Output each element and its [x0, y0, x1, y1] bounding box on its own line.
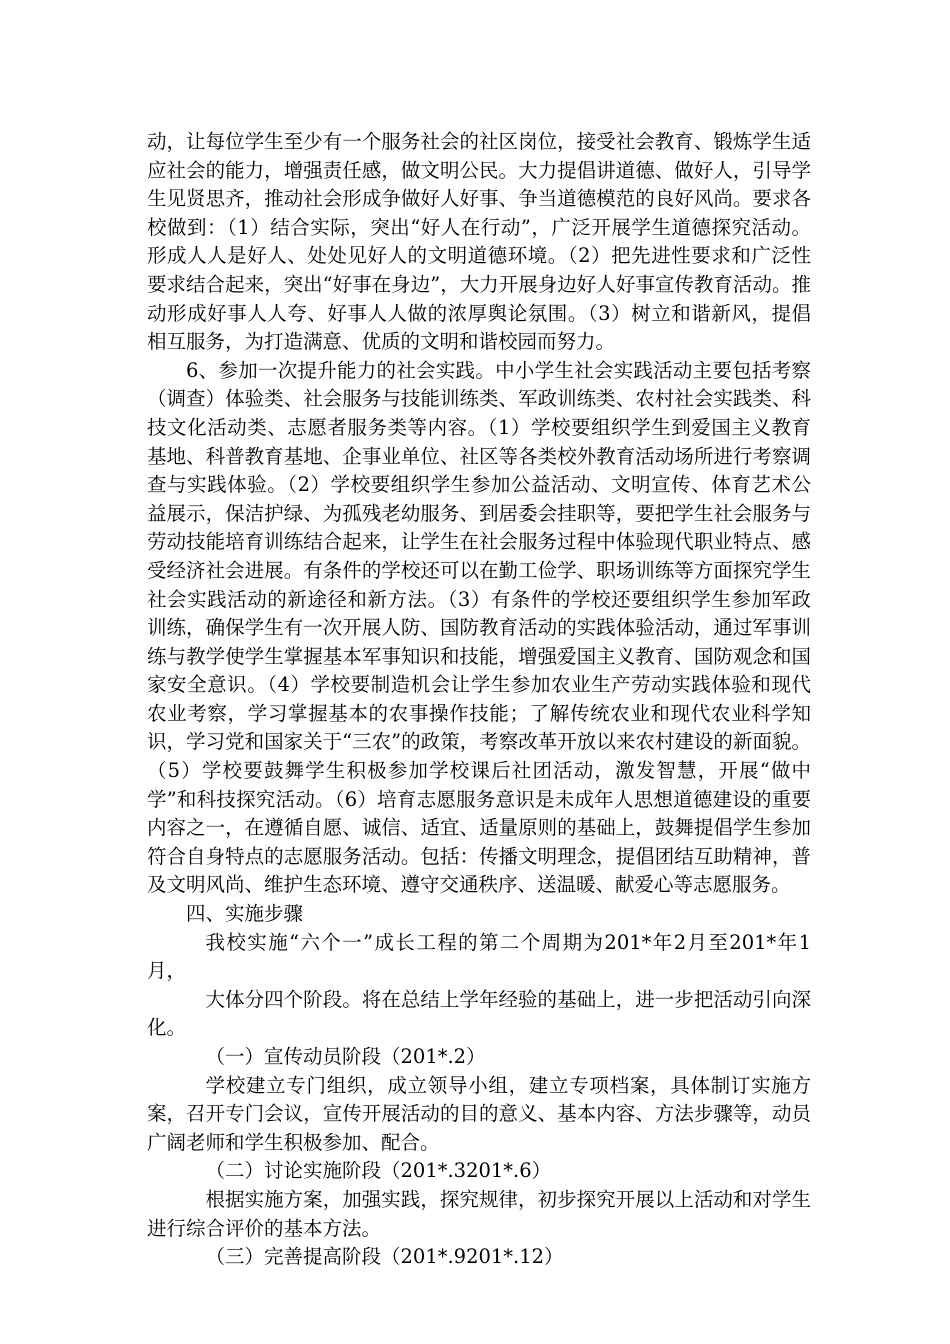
paragraph-four-stages: 大体分四个阶段。将在总结上学年经验的基础上，进一步把活动引向深化。: [147, 987, 811, 1040]
paragraph-social-practice: 6、参加一次提升能力的社会实践。中小学生社会实践活动主要包括考察（调查）体验类、社会服务与技能训练类、军政训练类、农村社会实践类、科技文化活动类、志愿者服务类等内容。（1）学校要组织学生到爱国主义教育基地、科普教育基地、企事业单位、社区等各类校外教育活动场所进行考察调查与实践体验。（2）学校要组织学生参加公益活动、文明宣传、体育艺术公益展示，保洁护绿、为孤残老幼服务、到居委会挂职等，要把学生社会服务与劳动技能培育训练结合起来，让学生在社会服务过程中体验现代职业特点、感受经济社会进展。有条件的学校还可以在勤工俭学、职场训练等方面探究学生社会实践活动的新途径和新方法。（3）有条件的学校还要组织学生参加军政训练，确保学生有一次开展人防、国防教育活动的实践体验活动，通过军事训练与教学使学生掌握基本军事知识和技能，增强爱国主义教育、国防观念和国家安全意识。（4）学校要制造机会让学生参加农业生产劳动实践体验和现代农业考察，学习掌握基本的农事操作技能；了解传统农业和现代农业科学知识，学习党和国家关于“三农”的政策，考察改革开放以来农村建设的新面貌。（5）学校要鼓舞学生积极参加学校课后社团活动，激发智慧，开展“做中学”和科技探究活动。（6）培育志愿服务意识是未成年人思想道德建设的重要内容之一，在遵循自愿、诚信、适宜、适量原则的基础上，鼓舞提倡学生参加符合自身特点的志愿服务活动。包括：传播文明理念，提倡团结互助精神，普及文明风尚、维护生态环境、遵守交通秩序、送温暖、献爱心等志愿服务。: [147, 358, 811, 897]
stage-heading-publicity: （一）宣传动员阶段（201*.2）: [205, 1045, 486, 1068]
paragraph-discussion-details: 根据实施方案，加强实践，探究规律，初步探究开展以上活动和对学生进行综合评价的基本方法。: [147, 1187, 811, 1240]
paragraph-community-service: 动，让每位学生至少有一个服务社会的社区岗位，接受社会教育、锻炼学生适应社会的能力，增强责任感，做文明公民。大力提倡讲道德、做好人，引导学生见贤思齐，推动社会形成争做好人好事、争当道德模范的良好风尚。要求各校做到：（1）结合实际，突出“好人在行动”，广泛开展学生道德探究活动。形成人人是好人、处处见好人的文明道德环境。（2）把先进性要求和广泛性要求结合起来，突出“好事在身边”，大力开展身边好人好事宣传教育活动。推动形成好事人人夸、好事人人做的浓厚舆论氛围。（3）树立和谐新风，提倡相互服务，为打造满意、优质的文明和谐校园而努力。: [147, 130, 811, 354]
paragraph-cycle-period: 我校实施“六个一”成长工程的第二个周期为201*年2月至201*年1月，: [147, 930, 811, 983]
paragraph-publicity-details: 学校建立专门组织，成立领导小组，建立专项档案，具体制订实施方案，召开专门会议，宣传开展活动的目的意义、基本内容、方法步骤等，动员广阔老师和学生积极参加、配合。: [147, 1073, 811, 1154]
document-body: [147, 128, 811, 1272]
stage-heading-improvement: （三）完善提高阶段（201*.9201*.12）: [205, 1245, 564, 1269]
stage-heading-discussion: （二）讨论实施阶段（201*.3201*.6）: [205, 1159, 552, 1183]
section-heading-implementation-steps: 四、实施步骤: [186, 902, 304, 926]
